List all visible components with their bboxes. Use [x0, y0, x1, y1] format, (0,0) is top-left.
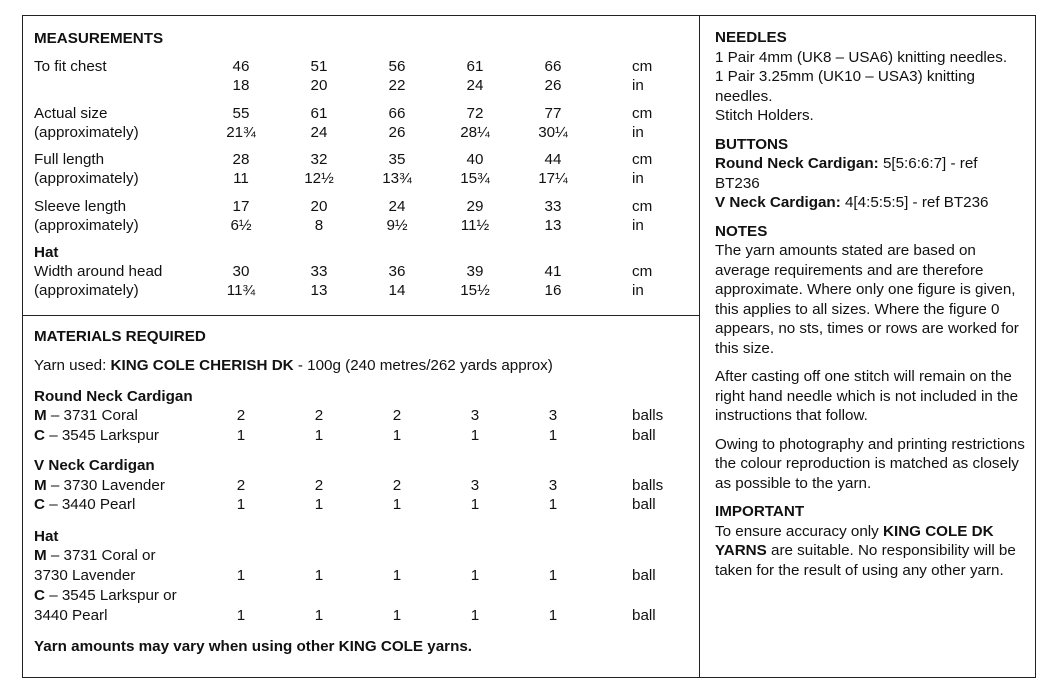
- hat-heading: Hat: [34, 244, 59, 261]
- measurement-in-value: 24: [310, 124, 328, 141]
- measurement-cm-value: 20: [310, 198, 328, 215]
- colour-text: – 3545 Larkspur or: [44, 587, 177, 604]
- measurement-cm-value: 17: [232, 198, 250, 215]
- unit-in: in: [632, 124, 644, 141]
- notes-title: NOTES: [715, 222, 768, 240]
- buttons-round-text: 5[5:6:6:7] - ref BT236: [715, 155, 978, 192]
- measurement-cm-value: 35: [388, 151, 406, 168]
- hat-materials-heading: Hat: [34, 528, 59, 545]
- buttons-section: [715, 135, 1025, 213]
- unit-in: in: [632, 77, 644, 94]
- v-neck-main-qty-value: 2: [314, 477, 324, 494]
- notes-paragraph-1: The yarn amounts stated are based on average requirements and are therefore approximate. Where only one figure is given, this applies to all sizes. Where the figure 0 appears, no sts, times or rows are worked for this size.: [715, 242, 1019, 357]
- measurement-sublabel: (approximately): [34, 124, 139, 141]
- hat-contrast-unit: ball: [632, 607, 656, 624]
- measurement-in-value: 6½: [230, 217, 252, 234]
- needles-line-1: 1 Pair 4mm (UK8 – USA6) knitting needles.: [715, 48, 1008, 66]
- measurement-in-value: 20: [310, 77, 328, 94]
- measurement-label: To fit chest: [34, 58, 107, 75]
- measurement-in-value: 21¾: [226, 124, 256, 141]
- v-neck-main-qty-value: 2: [236, 477, 246, 494]
- hat-in-value: 14: [388, 282, 406, 299]
- important-prefix: To ensure accuracy only: [715, 522, 883, 540]
- yarn-name: KING COLE CHERISH DK: [110, 357, 294, 374]
- measurement-in-value: 28¼: [460, 124, 490, 141]
- hat-contrast-qty-value: 1: [236, 607, 246, 624]
- measurement-in-value: 12½: [304, 170, 334, 187]
- measurements-title: MEASUREMENTS: [34, 30, 164, 47]
- v-neck-main-qty-value: 3: [470, 477, 480, 494]
- measurement-cm-value: 66: [388, 105, 406, 122]
- hat-cm-value: 30: [232, 263, 250, 280]
- measurement-in-value: 18: [232, 77, 250, 94]
- unit-cm: cm: [632, 263, 653, 280]
- buttons-v-label: V Neck Cardigan:: [715, 194, 841, 211]
- yarn-used: [34, 356, 553, 376]
- colour-text: – 3730 Lavender: [46, 477, 165, 494]
- important-section: [715, 502, 1025, 580]
- measurement-cm-value: 44: [544, 151, 562, 168]
- important-suffix: are suitable. No responsibility will be taken for the result of using any other yarn.: [715, 542, 1016, 579]
- hat-sublabel: (approximately): [34, 282, 139, 299]
- measurement-in-value: 26: [388, 124, 406, 141]
- colour-code: C: [34, 496, 45, 513]
- hat-main-qty-value: 1: [470, 567, 480, 584]
- measurement-cm-value: 33: [544, 198, 562, 215]
- buttons-round-label: Round Neck Cardigan:: [715, 155, 879, 172]
- measurement-in-value: 13: [544, 217, 562, 234]
- measurement-cm-value: 29: [466, 198, 484, 215]
- colour-text: – 3440 Pearl: [44, 496, 136, 513]
- buttons-title: BUTTONS: [715, 135, 789, 153]
- round-neck-contrast-qty-value: 1: [548, 427, 558, 444]
- round-neck-main-qty-value: 2: [392, 407, 402, 424]
- hat-main-qty-value: 1: [392, 567, 402, 584]
- round-neck-main-qty-value: 3: [548, 407, 558, 424]
- measurement-in-value: 26: [544, 77, 562, 94]
- needles-line-2: 1 Pair 3.25mm (UK10 – USA3) knitting needles.: [715, 68, 975, 105]
- measurement-cm-value: 72: [466, 105, 484, 122]
- hat-main-unit: ball: [632, 567, 656, 584]
- notes-section: [715, 222, 1025, 494]
- measurement-cm-value: 55: [232, 105, 250, 122]
- right-column: [715, 28, 1025, 580]
- measurement-cm-value: 61: [466, 58, 484, 75]
- hat-in-value: 13: [310, 282, 328, 299]
- round-neck-main-qty-value: 3: [470, 407, 480, 424]
- measurement-in-value: 22: [388, 77, 406, 94]
- v-neck-contrast-qty-value: 1: [236, 496, 246, 513]
- measurement-cm-value: 61: [310, 105, 328, 122]
- measurement-cm-value: 56: [388, 58, 406, 75]
- round-neck-contrast-unit: ball: [632, 427, 656, 444]
- measurement-in-value: 13¾: [382, 170, 412, 187]
- measurement-in-value: 8: [314, 217, 324, 234]
- measurement-sublabel: (approximately): [34, 217, 139, 234]
- measurement-in-value: 11: [233, 170, 249, 187]
- hat-contrast-qty-value: 1: [470, 607, 480, 624]
- v-neck-contrast-qty-value: 1: [548, 496, 558, 513]
- round-neck-heading: Round Neck Cardigan: [34, 388, 193, 405]
- important-bold: KING COLE DK YARNS: [715, 522, 994, 559]
- column-divider: [699, 15, 700, 678]
- v-neck-contrast: [34, 495, 135, 515]
- unit-in: in: [632, 282, 644, 299]
- hat-contrast-a: [34, 586, 177, 606]
- measurement-cm-value: 32: [310, 151, 328, 168]
- yarn-suffix: - 100g (240 metres/262 yards approx): [293, 357, 553, 374]
- hat-contrast-qty-value: 1: [392, 607, 402, 624]
- measurement-in-value: 11½: [460, 217, 490, 234]
- unit-in: in: [632, 217, 644, 234]
- measurement-label: Actual size: [34, 105, 108, 122]
- v-neck-main: [34, 476, 165, 496]
- unit-cm: cm: [632, 198, 653, 215]
- round-neck-main-qty-value: 2: [314, 407, 324, 424]
- v-neck-heading: V Neck Cardigan: [34, 457, 155, 474]
- v-neck-contrast-qty-value: 1: [470, 496, 480, 513]
- hat-in-value: 15½: [460, 282, 490, 299]
- round-neck-contrast-qty-value: 1: [392, 427, 402, 444]
- materials-footer: Yarn amounts may vary when using other KING COLE yarns.: [34, 638, 473, 655]
- measurement-label: Full length: [34, 151, 105, 168]
- hat-cm-value: 36: [388, 263, 406, 280]
- hat-cm-value: 33: [310, 263, 328, 280]
- measurement-in-value: 30¼: [538, 124, 568, 141]
- buttons-v: [715, 193, 1025, 213]
- colour-code: M: [34, 477, 47, 494]
- yarn-prefix: Yarn used:: [34, 357, 111, 374]
- hat-contrast-b: 3440 Pearl: [34, 607, 108, 624]
- round-neck-contrast-qty-value: 1: [470, 427, 480, 444]
- colour-code: C: [34, 427, 45, 444]
- section-divider: [22, 315, 700, 316]
- needles-section: [715, 28, 1025, 126]
- colour-code: C: [34, 587, 45, 604]
- needles-title: NEEDLES: [715, 29, 787, 46]
- notes-paragraph-3: Owing to photography and printing restrictions the colour reproduction is matched as closely as possible to the yarn.: [715, 435, 1025, 492]
- measurement-in-value: 15¾: [460, 170, 490, 187]
- hat-cm-value: 41: [544, 263, 562, 280]
- hat-in-value: 16: [544, 282, 562, 299]
- needles-line-3: Stitch Holders.: [715, 107, 814, 124]
- unit-cm: cm: [632, 151, 653, 168]
- measurement-cm-value: 24: [388, 198, 406, 215]
- hat-main-qty-value: 1: [236, 567, 246, 584]
- round-neck-main: [34, 406, 138, 426]
- measurement-cm-value: 46: [232, 58, 250, 75]
- colour-code: M: [34, 547, 47, 564]
- colour-text: – 3731 Coral: [46, 407, 138, 424]
- measurement-cm-value: 40: [466, 151, 484, 168]
- colour-code: M: [34, 407, 47, 424]
- unit-cm: cm: [632, 105, 653, 122]
- notes-paragraph-2: After casting off one stitch will remain on the right hand needle which is not included in the instructions that follow.: [715, 368, 1019, 424]
- hat-main-qty-value: 1: [548, 567, 558, 584]
- v-neck-contrast-unit: ball: [632, 496, 656, 513]
- measurement-cm-value: 51: [310, 58, 328, 75]
- measurement-label: Sleeve length: [34, 198, 127, 215]
- v-neck-contrast-qty-value: 1: [314, 496, 324, 513]
- hat-in-value: 11¾: [226, 282, 256, 299]
- hat-main-b: 3730 Lavender: [34, 567, 136, 584]
- round-neck-main-qty-value: 2: [236, 407, 246, 424]
- colour-text: – 3731 Coral or: [46, 547, 156, 564]
- hat-main-qty-value: 1: [314, 567, 324, 584]
- hat-contrast-qty-value: 1: [548, 607, 558, 624]
- round-neck-contrast-qty-value: 1: [236, 427, 246, 444]
- buttons-round: [715, 154, 1025, 193]
- important-title: IMPORTANT: [715, 503, 805, 520]
- unit-in: in: [632, 170, 644, 187]
- measurement-in-value: 17¼: [538, 170, 568, 187]
- buttons-v-text: 4[4:5:5:5] - ref BT236: [840, 194, 989, 211]
- v-neck-main-qty-value: 3: [548, 477, 558, 494]
- unit-cm: cm: [632, 58, 653, 75]
- round-neck-main-unit: balls: [632, 407, 664, 424]
- measurement-cm-value: 66: [544, 58, 562, 75]
- v-neck-main-qty-value: 2: [392, 477, 402, 494]
- measurement-cm-value: 77: [544, 105, 562, 122]
- colour-text: – 3545 Larkspur: [44, 427, 159, 444]
- measurement-in-value: 9½: [386, 217, 408, 234]
- measurement-in-value: 24: [466, 77, 484, 94]
- round-neck-contrast-qty-value: 1: [314, 427, 324, 444]
- hat-cm-value: 39: [466, 263, 484, 280]
- measurement-sublabel: (approximately): [34, 170, 139, 187]
- important-text: [715, 522, 1025, 581]
- v-neck-main-unit: balls: [632, 477, 664, 494]
- hat-label: Width around head: [34, 263, 163, 280]
- measurement-cm-value: 28: [232, 151, 250, 168]
- round-neck-contrast: [34, 426, 159, 446]
- hat-contrast-qty-value: 1: [314, 607, 324, 624]
- hat-main-a: [34, 546, 156, 566]
- v-neck-contrast-qty-value: 1: [392, 496, 402, 513]
- materials-title: MATERIALS REQUIRED: [34, 328, 206, 345]
